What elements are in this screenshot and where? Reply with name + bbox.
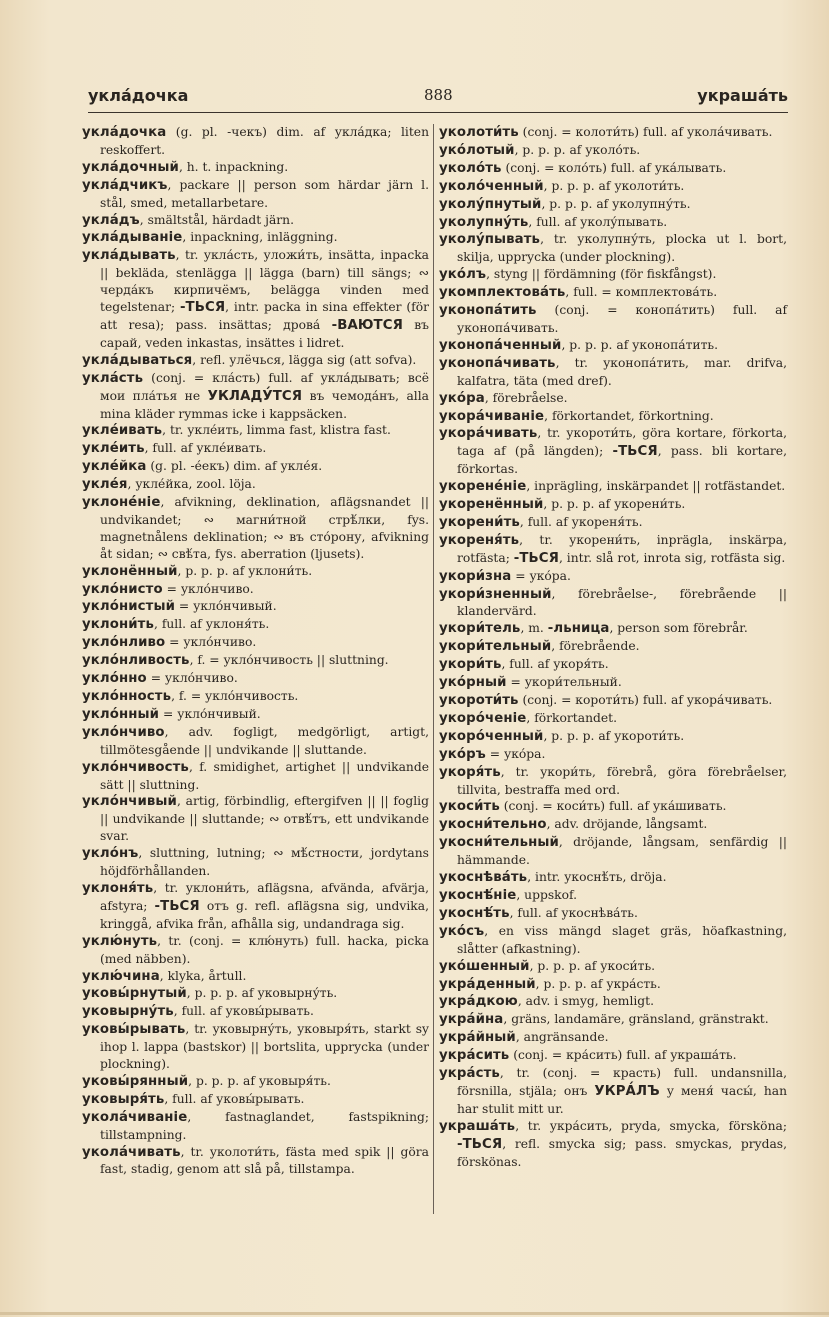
- headword: укра́денный: [439, 976, 536, 992]
- entry-definition: , smältstål, härdadt järn.: [139, 212, 294, 227]
- headword: уковы́рывать: [82, 1022, 186, 1038]
- headword: уко́ръ: [439, 746, 486, 762]
- entry-definition: , klyka, årtull.: [159, 968, 247, 983]
- headword: укра́йный: [439, 1030, 516, 1046]
- entry-definition: отъ g. refl. aflägsna sig, undvika, kringgå, afvika från, afhålla sig, undandraga sig.: [100, 898, 429, 931]
- dictionary-entry: [439, 1011, 787, 1029]
- headword: укосни́тельно: [439, 817, 547, 833]
- left-column: [82, 124, 429, 1178]
- entry-definition: , p. p. p. af укоси́ть.: [529, 958, 656, 973]
- dictionary-entry: [439, 514, 787, 532]
- entry-definition: = уко́ра.: [485, 746, 546, 761]
- entry-definition: , p. p. p. af уколоти́ть.: [543, 178, 685, 193]
- dictionary-entry: [439, 958, 787, 976]
- dictionary-entry: [439, 1029, 787, 1047]
- entry-definition: , fastnaglandet, fastspikning; tillstampning.: [100, 1109, 429, 1142]
- dictionary-entry: [82, 494, 429, 563]
- entry-definition: , p. p. p. af уконопа́тить.: [561, 337, 719, 352]
- dictionary-entry: [439, 674, 787, 692]
- entry-definition: , p. p. p. af уковырну́ть.: [186, 986, 338, 1001]
- headword: укла́дъ: [82, 212, 140, 228]
- headword: уколо́ченный: [439, 178, 544, 194]
- headword: укори́тельный: [439, 639, 552, 655]
- dictionary-entry: [82, 212, 429, 230]
- dictionary-entry: [82, 706, 429, 724]
- entry-definition: , f. smidighet, artighet || undvikande sätt || sluttning.: [100, 759, 429, 792]
- headword: укори́тель: [439, 621, 521, 637]
- headword: укле́ить: [82, 441, 145, 457]
- entry-definition: (conj. = кла́сть) full. af укла́дывать; всё мои пла́тья не: [100, 370, 429, 403]
- entry-definition: , tr. укороти́ть, göra kortare, förkorta, taga af (på längden);: [457, 426, 787, 459]
- entry-definition: (conj. = коси́ть) full. af ука́шивать.: [499, 799, 727, 814]
- dictionary-entry: [82, 759, 429, 794]
- guide-word-right: украша́ть: [697, 86, 788, 105]
- headword: укоснѣ́нiе: [439, 887, 517, 903]
- headword: укло́нливость: [82, 653, 190, 669]
- headword: укло́нисто: [82, 581, 163, 597]
- dictionary-entry: [82, 1144, 429, 1179]
- entry-definition: (conj. = короти́ть) full. af укора́чивать.: [518, 693, 773, 707]
- headword: уко́рный: [439, 675, 507, 691]
- entry-definition: , adv. i smyg, hemligt.: [517, 994, 655, 1009]
- dictionary-entry: [82, 352, 429, 370]
- dictionary-entry: [82, 159, 429, 177]
- entry-definition: , full. af укоснѣва́ть.: [509, 905, 638, 920]
- entry-definition: , p. p. p. af уклони́ть.: [177, 563, 313, 578]
- entry-definition: , tr. укори́ть, förebrå, göra förebråelser, tillvita, bestraffa med ord.: [457, 764, 787, 797]
- headword: уколупну́ть: [439, 214, 529, 230]
- headword: укло́нчивость: [82, 759, 189, 775]
- headword: уклони́ть: [82, 617, 154, 633]
- headword: укорене́нiе: [439, 479, 527, 495]
- entry-definition: (conj. = кра́сить) full. af украша́ть.: [509, 1048, 737, 1063]
- entry-definition: (conj. = конопа́тить) full. af уконопа́чивать.: [457, 303, 787, 335]
- headword: укла́дывать: [82, 248, 176, 264]
- inflected-form: -ТЬСЯ: [154, 898, 200, 914]
- entry-definition: , förkortandet.: [526, 710, 617, 725]
- entry-definition: (g. pl. -чекъ) dim. af укла́дка; liten reskoffert.: [100, 125, 429, 157]
- dictionary-entry: [439, 214, 787, 232]
- headword: укла́дочка: [82, 125, 167, 140]
- headword: укра́йна: [439, 1012, 504, 1028]
- page-header: [88, 86, 788, 113]
- dictionary-entry: [439, 1118, 787, 1171]
- dictionary-entry: [82, 1073, 429, 1091]
- headword: укле́йка: [82, 459, 147, 475]
- headword: уклоня́ть: [82, 880, 154, 896]
- entry-definition: , uppskof.: [516, 887, 578, 902]
- entry-definition: , tr. уконопа́тить, mar. drifva, kalfatra, täta (med dref).: [457, 355, 787, 388]
- entry-definition: , full. af укле́ивать.: [144, 441, 267, 456]
- inflected-form: -льница: [547, 621, 610, 637]
- headword: укра́сить: [439, 1048, 510, 1064]
- dictionary-entry: [82, 688, 429, 706]
- dictionary-entry: [439, 976, 787, 994]
- entry-definition: , tr. укла́сть, уложи́ть, insätta, inpacka || bekläda, stenlägga || lägga (barn) till sängs; ∾ черда́къ кирпичёмъ, belägga vinden med tegelstenar;: [100, 248, 429, 315]
- entry-definition: въ сарай, veden inkastas, insättes i lidret.: [100, 317, 429, 350]
- headword: укло́нный: [82, 706, 160, 722]
- headword: укора́чиванiе: [439, 408, 545, 424]
- dictionary-entry: [82, 1091, 429, 1109]
- entry-definition: , tr. уковырну́ть, уковыря́ть, starkt sy ihop l. lappa (bastskor) || bortslita, uppryсka (under plockning).: [100, 1022, 429, 1072]
- headword: укла́дываться: [82, 352, 193, 368]
- dictionary-entry: [439, 656, 787, 674]
- entry-definition: , sluttning, lutning; ∾ мѣ́стности, jordytans höjdförhållanden.: [100, 846, 429, 879]
- headword: уклю́чина: [82, 968, 160, 984]
- headword: уковы́рнутый: [82, 986, 187, 1002]
- headword: укле́ивать: [82, 423, 163, 439]
- inflected-form: -ТЬСЯ: [457, 1136, 503, 1152]
- headword: уко́лотый: [439, 142, 515, 158]
- dictionary-entry: [82, 1021, 429, 1073]
- entry-definition: , förebråelse.: [484, 390, 568, 405]
- inflected-form: -ТЬСЯ: [612, 444, 658, 460]
- entry-definition: , intr. packa in sina effekter (för att resa); pass. insättas; дрова́: [100, 300, 429, 332]
- entry-definition: , p. p. p. af уколо́ть.: [514, 142, 641, 157]
- entry-definition: , tr. уклони́ть, aflägsna, afvända, afvärja, afstyra;: [100, 880, 429, 913]
- entry-definition: = уко́ра.: [511, 568, 571, 583]
- headword: укло́нчивый: [82, 794, 177, 810]
- headword: укоря́ть: [439, 764, 501, 780]
- headword: укора́чивать: [439, 426, 538, 442]
- dictionary-entry: [439, 160, 787, 178]
- headword: укло́нъ: [82, 846, 139, 862]
- headword: укори́зна: [439, 568, 512, 584]
- dictionary-entry: [439, 1047, 787, 1065]
- entry-definition: въ чемода́нъ, alla mina kläder rymmas icke i kappsäcken.: [100, 388, 429, 421]
- dictionary-entry: [82, 793, 429, 845]
- headword: укла́сть: [82, 370, 144, 386]
- dictionary-entry: [439, 816, 787, 834]
- dictionary-entry: [82, 845, 429, 880]
- dictionary-entry: [439, 425, 787, 478]
- dictionary-entry: [439, 568, 787, 586]
- headword: уклонённый: [82, 563, 178, 579]
- dictionary-entry: [82, 247, 429, 351]
- entry-definition: , p. p. p. af уколупну́ть.: [541, 196, 691, 211]
- headword: укола́чиванiе: [82, 1109, 188, 1125]
- dictionary-entry: [82, 968, 429, 986]
- entry-definition: , f. = укло́нчивость.: [171, 689, 299, 703]
- dictionary-entry: [82, 581, 429, 599]
- dictionary-entry: [439, 764, 787, 799]
- headword: укоснѣва́ть: [439, 870, 528, 886]
- dictionary-entry: [439, 266, 787, 284]
- headword: укла́дыванiе: [82, 230, 183, 246]
- entry-definition: , p. p. p. af укороти́ть.: [543, 728, 685, 743]
- entry-definition: (conj. = коло́ть) full. af ука́лывать.: [501, 160, 727, 175]
- entry-definition: , p. p. p. af укорени́ть.: [543, 497, 686, 512]
- dictionary-entry: [439, 834, 787, 869]
- headword: укле́я: [82, 477, 128, 493]
- headword: уковыря́ть: [82, 1091, 165, 1107]
- dictionary-entry: [439, 337, 787, 355]
- dictionary-entry: [439, 728, 787, 746]
- headword: укоснѣ́ть: [439, 905, 510, 921]
- dictionary-entry: [439, 1065, 787, 1118]
- entry-definition: , h. t. inpackning.: [178, 159, 289, 174]
- headword: укоро́ченный: [439, 728, 544, 744]
- entry-definition: , tr. укорени́ть, inprägla, inskärpa, rotfästa;: [457, 532, 787, 565]
- page-edge: [0, 1312, 829, 1315]
- entry-definition: (conj. = колоти́ть) full. af укола́чивать.: [518, 125, 773, 139]
- dictionary-entry: [439, 390, 787, 408]
- entry-definition: , artig, förbindlig, eftergifven || || foglig || undvikande || sluttande; ∾ отвѣ́тъ, ett undvikande svar.: [100, 794, 429, 844]
- entry-definition: , f. = укло́нчивость || sluttning.: [189, 653, 389, 668]
- entry-definition: , tr. (conj. = красть) full. undansnilla, försnilla, stjäla; онъ: [457, 1066, 787, 1098]
- entry-definition: , p. p. p. af уковыря́ть.: [188, 1073, 331, 1088]
- dictionary-entry: [82, 1109, 429, 1144]
- entry-definition: , tr. уколоти́ть, fästa med spik || göra fast, stadig, genom att slå på, tillstampa.: [100, 1144, 429, 1177]
- entry-definition: = укло́нчивый.: [159, 706, 261, 721]
- entry-definition: , m.: [520, 621, 548, 636]
- dictionary-entry: [439, 620, 787, 638]
- headword: укорени́ть: [439, 514, 520, 530]
- entry-definition: , inpackning, inläggning.: [182, 230, 338, 245]
- dictionary-entry: [439, 692, 787, 710]
- dictionary-entry: [82, 177, 429, 212]
- dictionary-entry: [439, 798, 787, 816]
- entry-definition: , tr. уколупну́ть, plocka ut l. bort, skilja, uppryсka (under plockning).: [457, 232, 787, 265]
- entry-definition: , full. af укореня́ть.: [519, 514, 643, 529]
- inflected-form: УКЛАДУ́ТСЯ: [207, 388, 303, 404]
- inflected-form: -ТЬСЯ: [179, 300, 226, 316]
- entry-definition: , förebrående.: [551, 639, 640, 654]
- entry-definition: , full. = комплектова́ть.: [565, 285, 718, 300]
- headword: укоси́ть: [439, 799, 500, 815]
- dictionary-entry: [439, 532, 787, 568]
- headword: уклоне́нiе: [82, 495, 161, 511]
- dictionary-entry: [439, 142, 787, 160]
- entry-definition: (g. pl. -е́екъ) dim. af укле́я.: [146, 459, 323, 474]
- entry-definition: = укори́тельный.: [506, 675, 622, 690]
- dictionary-entry: [82, 652, 429, 670]
- dictionary-entry: [439, 710, 787, 728]
- dictionary-entry: [439, 638, 787, 656]
- headword: уколо́ть: [439, 160, 502, 176]
- entry-definition: , intr. slå rot, inrota sig, rotfästa sig.: [558, 550, 786, 565]
- inflected-form: -ТЬСЯ: [513, 550, 559, 566]
- headword: укло́нистый: [82, 599, 176, 615]
- headword: укомплектова́ть: [439, 285, 566, 301]
- entry-definition: , gräns, landamäre, gränsland, gränstrakt.: [503, 1012, 769, 1027]
- dictionary-entry: [82, 616, 429, 634]
- dictionary-entry: [82, 880, 429, 933]
- guide-word-left: укла́дочка: [88, 86, 189, 105]
- headword: уко́съ: [439, 923, 485, 939]
- headword: уклю́нуть: [82, 933, 158, 949]
- dictionary-entry: [82, 124, 429, 159]
- headword: укра́дкою: [439, 994, 518, 1010]
- entry-definition: , dröjande, långsam, senfärdig || hämmande.: [457, 835, 787, 868]
- headword: украша́ть: [439, 1118, 516, 1134]
- headword: укло́нливо: [82, 635, 166, 651]
- dictionary-entry: [82, 724, 429, 759]
- headword: укосни́тельный: [439, 835, 559, 851]
- dictionary-entry: [439, 887, 787, 905]
- headword: уковы́рянный: [82, 1073, 189, 1089]
- headword: уко́ра: [439, 390, 485, 406]
- headword: укло́нно: [82, 671, 147, 687]
- dictionary-entry: [82, 634, 429, 652]
- dictionary-entry: [439, 478, 787, 496]
- entry-definition: , packare || person som härdar järn l. stål, smed, metallarbetare.: [100, 177, 429, 210]
- dictionary-entry: [82, 458, 429, 476]
- dictionary-entry: [439, 196, 787, 214]
- entry-definition: , afvikning, deklination, aflägsnandet || undvikandet; ∾ магни́тной стрѣ́лки, fys. magnetnålens deklination; ∾ въ сто́рону, afvikning åt sidan; ∾ свѣ́та, fys. aberration (ljusets).: [100, 495, 429, 561]
- dictionary-entry: [439, 231, 787, 266]
- headword: укло́нность: [82, 689, 172, 704]
- dictionary-entry: [82, 370, 429, 423]
- headword: уколу́пывать: [439, 232, 541, 248]
- headword: уко́шенный: [439, 958, 530, 974]
- entry-definition: , pass. bli kortare, förkortas.: [457, 444, 787, 477]
- page-number: 888: [424, 86, 453, 104]
- headword: укореня́ть: [439, 532, 520, 548]
- dictionary-entry: [439, 496, 787, 514]
- headword: укола́чивать: [82, 1144, 181, 1160]
- entry-definition: = укло́нчиво.: [162, 581, 254, 596]
- inflected-form: -ВАЮТСЯ: [331, 317, 403, 333]
- headword: укоро́ченiе: [439, 710, 527, 726]
- headword: укло́нчиво: [82, 724, 165, 740]
- dictionary-entry: [82, 229, 429, 247]
- entry-definition: , intr. укоснѣ́ть, dröja.: [527, 870, 667, 885]
- entry-definition: , adv. fogligt, medgörligt, artigt, tillmötesgående || undvikande || sluttande.: [100, 724, 429, 757]
- dictionary-entry: [82, 933, 429, 968]
- headword: уконопа́ченный: [439, 337, 562, 353]
- headword: укоренённый: [439, 497, 544, 513]
- dictionary-entry: [82, 985, 429, 1003]
- entry-definition: , tr. укле́ить, limma fast, klistra fast.: [162, 423, 391, 438]
- column-divider: [433, 124, 434, 1214]
- dictionary-entry: [439, 178, 787, 196]
- right-column: [439, 124, 787, 1170]
- entry-definition: , person som förebrår.: [609, 621, 748, 636]
- dictionary-entry: [439, 746, 787, 764]
- entry-definition: , full. af укоря́ть.: [501, 657, 609, 672]
- entry-definition: , refl. улёчься, lägga sig (att sofva).: [192, 352, 417, 367]
- entry-definition: , en viss mängd slaget gräs, höafkastning, slåtter (afkastning).: [457, 923, 787, 956]
- headword: уконопа́чивать: [439, 355, 556, 371]
- entry-definition: , refl. smycka sig; pass. smyckas, prydas, förskönas.: [457, 1136, 787, 1169]
- entry-definition: , tr. укра́сить, pryda, smycka, försköna;: [515, 1118, 787, 1133]
- headword: уколу́пнутый: [439, 196, 542, 212]
- headword: укори́ть: [439, 657, 502, 673]
- headword: уколоти́ть: [439, 125, 519, 140]
- dictionary-entry: [439, 408, 787, 426]
- entry-definition: = укло́нчиво.: [146, 671, 238, 686]
- entry-definition: , styng || fördämning (för fiskfångst).: [486, 267, 717, 282]
- entry-definition: = укло́нчивый.: [175, 599, 277, 614]
- dictionary-entry: [439, 124, 787, 142]
- entry-definition: , p. p. p. af укра́сть.: [535, 976, 661, 991]
- dictionary-entry: [439, 302, 787, 337]
- inflected-form: УКРА́ЛЪ: [594, 1083, 660, 1099]
- dictionary-entry: [82, 1003, 429, 1021]
- headword: укори́зненный: [439, 586, 552, 602]
- headword: уковырну́ть: [82, 1004, 174, 1020]
- dictionary-entry: [439, 284, 787, 302]
- dictionary-entry: [82, 440, 429, 458]
- entry-definition: , inprägling, inskärpandet || rotfästandet.: [526, 479, 786, 494]
- headword: укла́дчикъ: [82, 177, 168, 193]
- dictionary-entry: [82, 563, 429, 581]
- entry-definition: , full. af уковы́рывать.: [164, 1091, 305, 1106]
- dictionary-entry: [439, 355, 787, 390]
- headword: уконопа́тить: [439, 303, 537, 319]
- entry-definition: , full. af уклоня́ть.: [154, 617, 270, 632]
- dictionary-entry: [82, 670, 429, 688]
- entry-definition: , full. af уковы́рывать.: [173, 1004, 314, 1019]
- entry-definition: у меня́ часы́, han har stulit mitt ur.: [457, 1083, 787, 1116]
- entry-definition: , förebråelse-, förebrående || klandervärd.: [457, 586, 787, 619]
- dictionary-entry: [439, 586, 787, 621]
- headword: укороти́ть: [439, 693, 519, 708]
- headword: уко́лъ: [439, 267, 487, 283]
- entry-definition: , укле́йка, zool. löja.: [127, 477, 256, 492]
- dictionary-entry: [82, 422, 429, 440]
- dictionary-entry: [82, 476, 429, 494]
- dictionary-entry: [439, 905, 787, 923]
- dictionary-entry: [439, 869, 787, 887]
- dictionary-entry: [82, 598, 429, 616]
- entry-definition: , förkortandet, förkortning.: [544, 408, 714, 423]
- dictionary-entry: [439, 993, 787, 1011]
- headword: укра́сть: [439, 1066, 500, 1082]
- entry-definition: , angränsande.: [515, 1030, 609, 1045]
- dictionary-entry: [439, 923, 787, 958]
- entry-definition: , full. af уколу́пывать.: [528, 214, 668, 229]
- headword: укла́дочный: [82, 159, 179, 175]
- entry-definition: , adv. dröjande, långsamt.: [546, 817, 708, 832]
- entry-definition: , tr. (conj. = клю́нуть) full. hacka, picka (med näbben).: [100, 933, 429, 966]
- entry-definition: = укло́нчиво.: [165, 635, 257, 650]
